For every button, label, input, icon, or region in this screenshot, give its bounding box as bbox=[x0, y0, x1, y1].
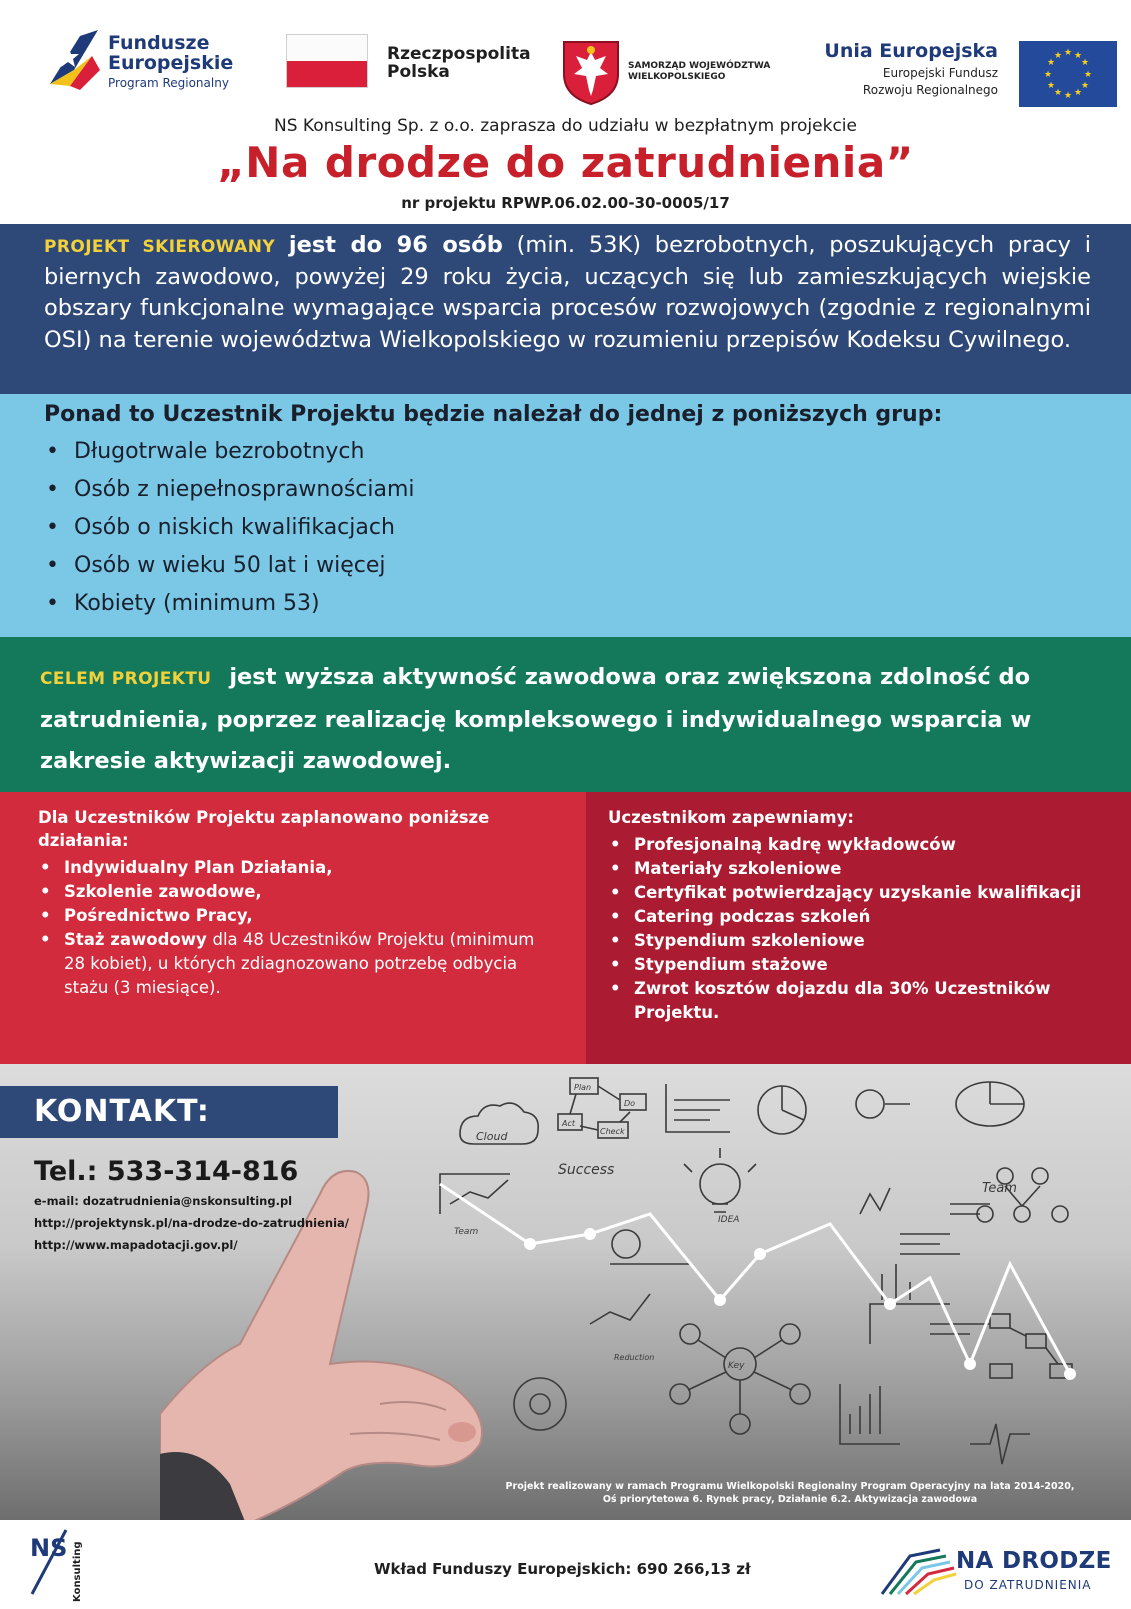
doodle-label-success: Success bbox=[558, 1162, 615, 1178]
doodle-label-do: Do bbox=[624, 1099, 636, 1108]
list-item: • Certyfikat potwierdzający uzyskanie kwalifikacji bbox=[608, 881, 1107, 905]
contact-area bbox=[0, 1064, 1131, 1520]
pl-line1: Rzeczpospolita bbox=[387, 44, 531, 64]
goal-text: jest wyższa aktywność zawodowa oraz zwiększona zdolność do zatrudnienia, poprzez realizację kompleksowego i indywidualnego wsparcia w zakresie aktywizacji zawodowej. bbox=[40, 664, 1032, 774]
list-item: • Profesjonalną kadrę wykładowców bbox=[608, 833, 1107, 857]
list-item: • Pośrednictwo Pracy, bbox=[38, 904, 556, 928]
groups-section bbox=[0, 394, 1131, 637]
list-item: • Osób z niepełnosprawnościami bbox=[44, 471, 1091, 509]
svg-text:★: ★ bbox=[1046, 81, 1056, 91]
project-number: nr projektu RPWP.06.02.00-30-0005/17 bbox=[401, 194, 730, 212]
target-lead: PROJEKT SKIEROWANY bbox=[44, 237, 276, 257]
doodle-label-idea: IDEA bbox=[718, 1215, 740, 1225]
note-line1: Projekt realizowany w ramach Programu Wielkopolski Regionalny Program Operacyjny na lata 2014-2020, bbox=[505, 1481, 1075, 1492]
wlkp-line1: SAMORZĄD WOJEWÓDZTWA bbox=[628, 61, 771, 71]
benefits-column bbox=[586, 792, 1131, 1064]
contact-url-mapadotacji[interactable]: http://www.mapadotacji.gov.pl/ bbox=[34, 1238, 238, 1252]
svg-text:★: ★ bbox=[1043, 70, 1053, 80]
internship-text: dla 48 Uczestników Projektu (minimum 28 kobiet), u których zdiagnozowano potrzebę odbycia stażu (3 miesiące). bbox=[64, 930, 535, 997]
list-item: • Catering podczas szkoleń bbox=[608, 905, 1107, 929]
ns-word: Konsulting bbox=[72, 1541, 83, 1602]
internship-strong: Staż zawodowy bbox=[64, 930, 207, 949]
doodle-label-team2: Team bbox=[982, 1181, 1017, 1196]
target-paragraph bbox=[44, 230, 1091, 356]
svg-text:★: ★ bbox=[1063, 48, 1073, 58]
doodle-label-reduction: Reduction bbox=[614, 1353, 655, 1362]
project-funding-note bbox=[470, 1480, 1110, 1507]
offer-section bbox=[0, 792, 1131, 1064]
pl-logo-text bbox=[387, 46, 531, 82]
goal-paragraph bbox=[40, 657, 1091, 782]
list-item bbox=[38, 928, 556, 1000]
list-item: • Szkolenie zawodowe, bbox=[38, 880, 556, 904]
groups-heading: Ponad to Uczestnik Projektu będzie należał do jednej z poniższych grup: bbox=[44, 402, 943, 427]
ue-logo-text bbox=[820, 40, 998, 98]
svg-text:★: ★ bbox=[1073, 88, 1083, 98]
contact-heading-bar bbox=[0, 1086, 338, 1138]
fe-line3: Program Regionalny bbox=[108, 75, 229, 90]
fe-logo-text bbox=[108, 34, 233, 89]
groups-list bbox=[44, 433, 1091, 623]
list-item: • Stypendium stażowe bbox=[608, 953, 1107, 977]
target-strong: jest do 96 osób bbox=[288, 232, 503, 258]
doodle-label-check: Check bbox=[600, 1127, 625, 1136]
doodle-label-plan: Plan bbox=[574, 1083, 592, 1092]
wlkp-logo-text bbox=[628, 61, 770, 84]
contact-email[interactable]: e-mail: dozatrudnienia@nskonsulting.pl bbox=[34, 1194, 293, 1208]
doodle-label-act: Act bbox=[562, 1119, 576, 1128]
benefits-title: Uczestnikom zapewniamy: bbox=[608, 808, 854, 827]
target-text: (min. 53K) bezrobotnych, poszukujących pracy i biernych zawodowo, powyżej 29 roku życia, uczących się lub zamieszkujących wiejskie obszary funkcjonalne wymagające wsparcia procesów rozwojowych (zgodnie z regionalnymi OSI) na terenie województwa Wielkopolskiego w rozumieniu przepisów Kodeksu Cywilnego. bbox=[44, 232, 1091, 353]
goal-section bbox=[0, 637, 1131, 792]
svg-text:★: ★ bbox=[1053, 88, 1063, 98]
ns-letters: NS bbox=[30, 1534, 68, 1562]
ue-line1: Unia Europejska bbox=[824, 40, 998, 62]
note-line2: Oś priorytetowa 6. Rynek pracy, Działanie 6.2. Aktywizacja zawodowa bbox=[602, 1494, 978, 1506]
eu-contribution: Wkład Funduszy Europejskich: 690 266,13 zł bbox=[374, 1560, 751, 1578]
ue-line2: Europejski Fundusz bbox=[882, 65, 998, 80]
doodle-label-key: Key bbox=[728, 1361, 745, 1371]
project-title: „Na drodze do zatrudnienia” bbox=[217, 138, 914, 187]
contact-heading: KONTAKT: bbox=[34, 1094, 210, 1129]
brand-subtitle: DO ZATRUDNIENIA bbox=[964, 1578, 1092, 1592]
logo-bar bbox=[0, 0, 1131, 112]
pl-line2: Polska bbox=[387, 61, 450, 82]
svg-text:★: ★ bbox=[1046, 58, 1056, 68]
list-item: • Długotrwale bezrobotnych bbox=[44, 433, 1091, 471]
doodle-label-team: Team bbox=[454, 1227, 479, 1237]
fe-line1: Fundusze bbox=[108, 32, 210, 54]
svg-text:★: ★ bbox=[1053, 51, 1063, 61]
list-item: • Materiały szkoleniowe bbox=[608, 857, 1107, 881]
benefits-list bbox=[608, 833, 1107, 1025]
activities-title: Dla Uczestników Projektu zaplanowano poniższe działania: bbox=[38, 808, 490, 850]
pl-flag-icon bbox=[286, 34, 368, 88]
list-item: • Kobiety (minimum 53) bbox=[44, 585, 1091, 623]
wlkp-line2: WIELKOPOLSKIEGO bbox=[628, 72, 726, 83]
footer bbox=[0, 1520, 1131, 1609]
activities-column bbox=[0, 792, 586, 1064]
contact-phone[interactable]: Tel.: 533-314-816 bbox=[34, 1156, 299, 1187]
activities-list bbox=[38, 856, 556, 1000]
list-item: • Indywidualny Plan Działania, bbox=[38, 856, 556, 880]
brand-name: NA DRODZE bbox=[956, 1548, 1112, 1574]
fe-line2: Europejskie bbox=[108, 51, 234, 74]
na-drodze-arrows-icon bbox=[880, 1544, 958, 1596]
svg-text:★: ★ bbox=[1080, 81, 1090, 91]
svg-text:★: ★ bbox=[1080, 58, 1090, 68]
list-item: • Zwrot kosztów dojazdu dla 30% Uczestników Projektu. bbox=[608, 977, 1107, 1025]
list-item: • Osób o niskich kwalifikacjach bbox=[44, 509, 1091, 547]
wlkp-crest-icon bbox=[562, 38, 620, 106]
eu-flag-icon bbox=[1019, 41, 1117, 107]
fe-star-icon bbox=[46, 26, 102, 92]
svg-text:★: ★ bbox=[1083, 70, 1093, 80]
list-item: • Stypendium szkoleniowe bbox=[608, 929, 1107, 953]
doodle-label-cloud: Cloud bbox=[476, 1130, 508, 1143]
contact-url-project[interactable]: http://projektynsk.pl/na-drodze-do-zatrudnienia/ bbox=[34, 1216, 350, 1230]
ns-logo-icon bbox=[26, 1524, 88, 1606]
intro-invite: NS Konsulting Sp. z o.o. zaprasza do udziału w bezpłatnym projekcie bbox=[274, 116, 857, 136]
svg-text:★: ★ bbox=[1063, 91, 1073, 101]
target-group-section bbox=[0, 224, 1131, 394]
list-item: • Osób w wieku 50 lat i więcej bbox=[44, 547, 1091, 585]
ue-line3: Rozwoju Regionalnego bbox=[862, 83, 998, 98]
svg-text:★: ★ bbox=[1073, 51, 1083, 61]
goal-lead: CELEM PROJEKTU bbox=[40, 669, 212, 689]
